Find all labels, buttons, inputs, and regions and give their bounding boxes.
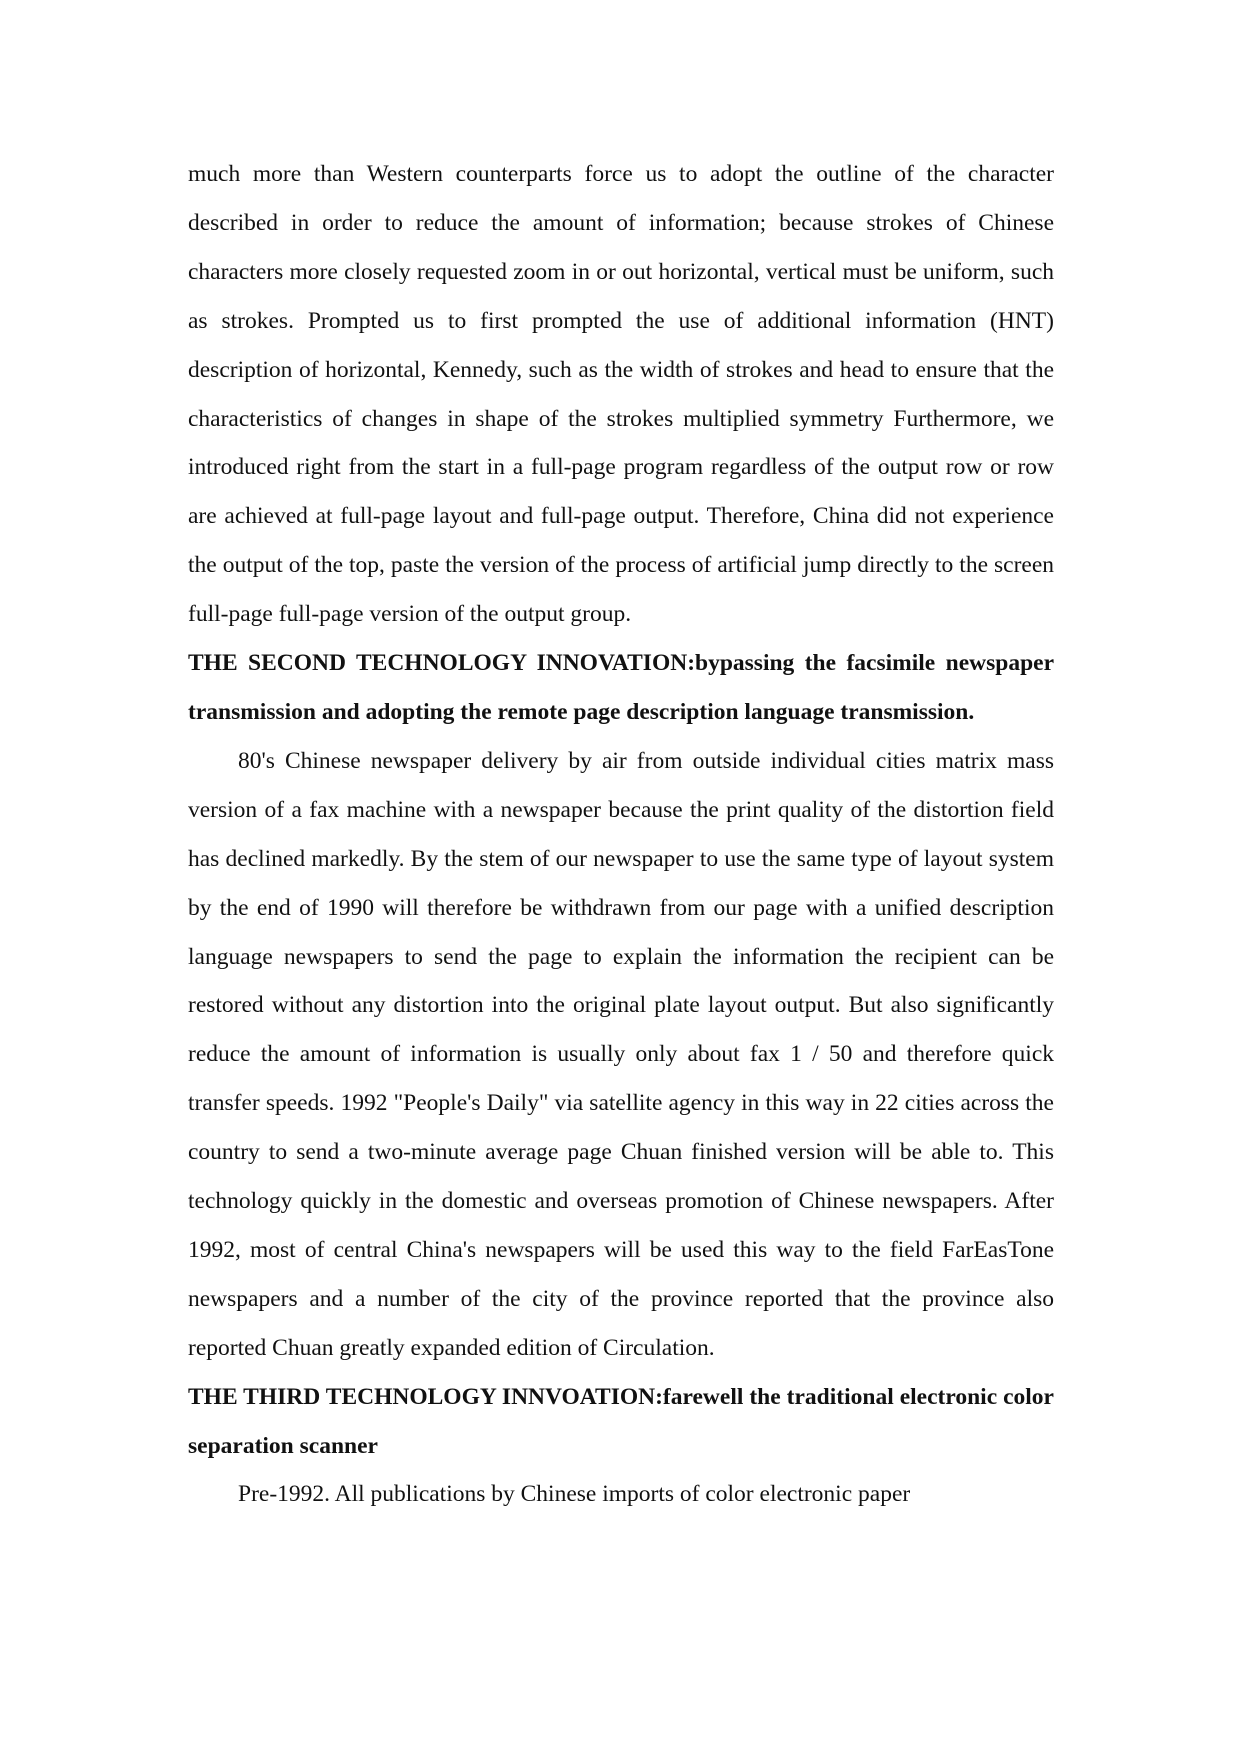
section-heading-second-innovation: THE SECOND TECHNOLOGY INNOVATION:bypassing the facsimile newspaper transmission and adopting the remote page description language transmission. [188, 650, 1054, 725]
document-page [188, 150, 1054, 1519]
body-paragraph: Pre-1992. All publications by Chinese imports of color electronic paper [238, 1481, 911, 1508]
body-paragraph: 80's Chinese newspaper delivery by air from outside individual cities matrix mass version of a fax machine with a newspaper because the print quality of the distortion field has declined markedly. By the stem of our newspaper to use the same type of layout system by the end of 1990 will therefore be withdrawn from our page with a unified description language newspapers to send the page to explain the information the recipient can be restored without any distortion into the original plate layout output. But also significantly reduce the amount of information is usually only about fax 1 / 50 and therefore quick transfer speeds. 1992 "People's Daily" via satellite agency in this way in 22 cities across the country to send a two-minute average page Chuan finished version will be able to. This technology quickly in the domestic and overseas promotion of Chinese newspapers. After 1992, most of central China's newspapers will be used this way to the field FarEasTone newspapers and a number of the city of the province reported that the province also reported Chuan greatly expanded edition of Circulation. [188, 747, 1054, 1361]
section-heading-third-innovation: THE THIRD TECHNOLOGY INNVOATION:farewell the traditional electronic color separation scanner [188, 1383, 1054, 1459]
body-paragraph: much more than Western counterparts force us to adopt the outline of the character described in order to reduce the amount of information; because strokes of Chinese characters more closely requested zoom in or out horizontal, vertical must be uniform, such as strokes. Prompted us to first prompted the use of additional information (HNT) description of horizontal, Kennedy, such as the width of strokes and head to ensure that the characteristics of changes in shape of the strokes multiplied symmetry Furthermore, we introduced right from the start in a full-page program regardless of the output row or row are achieved at full-page layout and full-page output. Therefore, China did not experience the output of the top, paste the version of the process of artificial jump directly to the screen full-page full-page version of the output group. [188, 161, 1054, 628]
